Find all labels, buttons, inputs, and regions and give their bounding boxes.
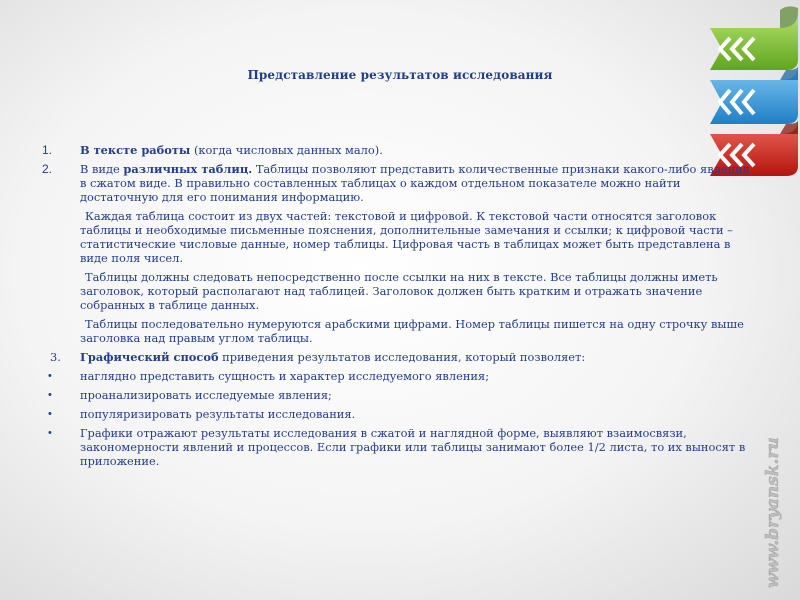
slide-title: Представление результатов исследования bbox=[247, 68, 553, 82]
watermark bbox=[758, 410, 786, 590]
watermark-text: www.bryansk.ru bbox=[763, 437, 783, 588]
bullet-text: Графики отражают результаты исследования в сжатой и наглядной форме, выявляют взаимосвязи, закономерности явлений и процессов. Если графики или таблицы занимают более 1/2 листа, то их выносят в приложение. bbox=[80, 426, 746, 468]
list-item-2 bbox=[42, 162, 754, 204]
bullet-icon: • bbox=[48, 408, 52, 420]
paragraph-table-numbering: Таблицы последовательно нумеруются арабскими цифрами. Номер таблицы пишется на одну строчку выше заголовка над правым углом таблицы. bbox=[80, 317, 744, 345]
ribbon-green-icon bbox=[710, 6, 798, 70]
bullet-text: популяризировать результаты исследования. bbox=[80, 407, 356, 421]
list-item-3 bbox=[42, 350, 754, 364]
bullet-item bbox=[42, 369, 754, 383]
bullet-item bbox=[42, 388, 754, 402]
bullet-text: наглядно представить сущность и характер исследуемого явления; bbox=[80, 369, 490, 383]
slide-content bbox=[42, 143, 754, 473]
list-item-1 bbox=[42, 143, 754, 157]
item-3-text: приведения результатов исследования, который позволяет: bbox=[218, 350, 586, 364]
item-2-text: Таблицы позволяют представить количественные признаки какого-либо явления в сжатом виде. В правильно составленных таблицах о каждом отдельном показателе можно найти достаточную для его понимания информацию. bbox=[80, 162, 750, 204]
item-2-prefix: В виде bbox=[80, 162, 124, 176]
bullet-item bbox=[42, 426, 754, 468]
item-1-text: (когда числовых данных мало). bbox=[190, 143, 383, 157]
bullet-text: проанализировать исследуемые явления; bbox=[80, 388, 332, 402]
list-number: 2. bbox=[42, 162, 53, 176]
bullet-item bbox=[42, 407, 754, 421]
item-2-heading: различных таблиц. bbox=[123, 162, 253, 176]
paragraph-table-placement: Таблицы должны следовать непосредственно после ссылки на них в тексте. Все таблицы должны иметь заголовок, который располагают над таблицей. Заголовок должен быть кратким и отражать значение собранных в таблице данных. bbox=[80, 270, 718, 312]
bullet-icon: • bbox=[48, 427, 52, 439]
list-number: 1. bbox=[42, 143, 53, 157]
bullet-icon: • bbox=[48, 389, 52, 401]
item-1-heading: В тексте работы bbox=[80, 143, 191, 157]
item-3-heading: Графический способ bbox=[80, 350, 219, 364]
paragraph-table-parts: Каждая таблица состоит из двух частей: текстовой и цифровой. К текстовой части относятся заголовок таблицы и необходимые письменные пояснения, дополнительные замечания и ссылки; к цифровой части – статистические числовые данные, номер таблицы. Цифровая часть в таблицах может быть представлена в виде поля чисел. bbox=[80, 209, 733, 265]
list-number: 3. bbox=[50, 350, 61, 364]
bullet-icon: • bbox=[48, 370, 52, 382]
